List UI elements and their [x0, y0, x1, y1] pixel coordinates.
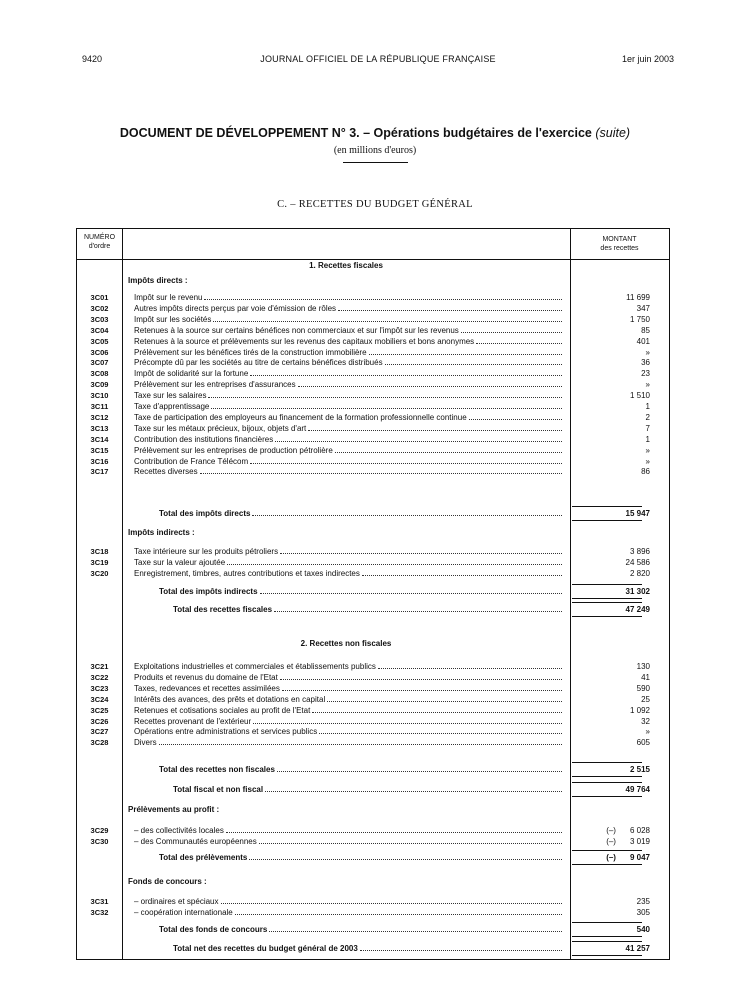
dot-leader: [200, 466, 562, 474]
row-code: 3C05: [90, 336, 109, 346]
row-code: 3C23: [90, 683, 109, 693]
table-row: [77, 568, 669, 579]
dot-leader: [211, 401, 562, 409]
dot-leader: [282, 683, 562, 691]
row-label-text: Prélèvement sur les entreprises d'assurances: [134, 380, 296, 390]
row-code: 3C32: [90, 908, 109, 917]
dot-leader: [249, 852, 562, 860]
row-value-number: 41: [641, 672, 650, 682]
row-value: [580, 336, 650, 347]
title-divider: [343, 162, 408, 163]
row-label: [134, 726, 565, 737]
table-row: [77, 357, 669, 368]
dot-leader: [335, 445, 562, 453]
table-row: [77, 336, 669, 347]
issue-date: 1er juin 2003: [621, 54, 674, 64]
dot-leader: [280, 546, 562, 554]
dot-leader: [213, 314, 562, 322]
row-value-number: 7: [645, 423, 650, 433]
row-code: 3C17: [90, 467, 109, 477]
row-label-text: Taxe d'apprentissage: [134, 402, 210, 411]
row-value: [580, 314, 650, 325]
row-label-text: Contribution des institutions financières: [134, 434, 274, 444]
row-value: [580, 368, 650, 379]
row-label-text: Prélèvement sur les entreprises de production pétrolière: [134, 445, 333, 455]
section-title: C. – RECETTES DU BUDGET GÉNÉRAL: [277, 199, 473, 210]
row-label: [134, 390, 565, 401]
row-code: 3C01: [90, 293, 109, 302]
document-title-suite: (suite): [595, 126, 631, 140]
row-value-number: 2 515: [629, 765, 650, 774]
row-value-number: 235: [636, 897, 650, 906]
col-header-montant: [570, 235, 669, 253]
row-code: 3C28: [90, 738, 109, 748]
dot-leader: [312, 705, 562, 713]
row-value-number: 47 249: [625, 605, 650, 614]
row-label: [159, 924, 565, 935]
row-label-text: – coopération internationale: [134, 908, 233, 917]
dot-leader: [338, 303, 562, 311]
row-value-number: 49 764: [625, 785, 650, 794]
total-row: [77, 924, 669, 935]
row-label: [134, 336, 565, 347]
row-label-text: Total fiscal et non fiscal: [173, 785, 264, 794]
dot-leader: [469, 412, 562, 420]
row-label-text: Total des recettes non fiscales: [159, 765, 275, 774]
row-value: [580, 764, 650, 775]
row-code: 3C31: [90, 897, 109, 906]
dot-leader: [253, 716, 562, 724]
row-value: [580, 586, 650, 597]
row-value: [580, 694, 650, 705]
row-code: 3C15: [90, 445, 109, 455]
document-title: [0, 126, 750, 140]
row-label-text: Taxes, redevances et recettes assimilées: [134, 683, 280, 693]
row-label: [134, 737, 565, 748]
row-label-text: Retenues et cotisations sociales au profit de l'Etat: [134, 705, 311, 715]
row-label: [173, 943, 565, 954]
total-row: [77, 508, 669, 519]
row-label: [134, 836, 565, 847]
row-label: [134, 716, 565, 727]
row-value: [580, 347, 650, 358]
row-label-text: Recettes provenant de l'extérieur: [134, 716, 252, 726]
row-value: [580, 604, 650, 615]
part2-title: 2. Recettes non fiscales: [300, 639, 392, 648]
row-label: [134, 825, 565, 836]
dot-leader: [265, 784, 562, 792]
table-row: [77, 661, 669, 672]
col-header-montant-line1: MONTANT: [602, 236, 637, 243]
row-code: 3C04: [90, 325, 109, 335]
row-code: 3C03: [90, 314, 109, 324]
row-value: [580, 401, 650, 412]
part1-title: 1. Recettes fiscales: [309, 261, 383, 270]
row-value-number: »: [645, 456, 650, 466]
row-code: 3C07: [90, 358, 109, 368]
row-code: 3C19: [90, 557, 109, 567]
dot-leader: [226, 825, 562, 833]
row-code: 3C14: [90, 434, 109, 444]
row-label: [134, 456, 565, 467]
row-value: [580, 683, 650, 694]
dot-leader: [252, 508, 562, 516]
row-label: [134, 357, 565, 368]
row-label: [134, 694, 565, 705]
row-label-text: Autres impôts directs perçus par voie d'émission de rôles: [134, 303, 337, 313]
table-row: [77, 726, 669, 737]
receipts-table: [76, 228, 670, 960]
row-value: [580, 423, 650, 434]
row-value-number: 590: [636, 683, 650, 693]
row-value-number: 2 820: [629, 568, 650, 578]
dot-leader: [269, 924, 562, 932]
row-value-number: 9 047: [629, 853, 650, 862]
row-code: 3C22: [90, 672, 109, 682]
row-value: [580, 466, 650, 477]
col-header-numero-line2: d'ordre: [88, 243, 111, 250]
table-row: [77, 737, 669, 748]
row-value: [580, 445, 650, 456]
row-code: 3C10: [90, 391, 109, 401]
row-label: [134, 423, 565, 434]
row-label: [134, 325, 565, 336]
row-label: [134, 292, 565, 303]
row-value: [580, 434, 650, 445]
units-subtitle: (en millions d'euros): [333, 145, 417, 156]
dot-leader: [327, 694, 562, 702]
row-value-number: 6 028: [629, 826, 650, 835]
row-value: [580, 836, 650, 847]
row-value: [580, 661, 650, 672]
row-value: [580, 357, 650, 368]
page-header: [82, 54, 674, 68]
row-value: [580, 456, 650, 467]
dot-leader: [274, 604, 562, 612]
row-value: [580, 303, 650, 314]
row-value: [580, 412, 650, 423]
row-value: [580, 943, 650, 954]
table-row: [77, 314, 669, 325]
row-label-text: Taxe sur les métaux précieux, bijoux, objets d'art: [134, 423, 307, 433]
row-value-number: 23: [641, 369, 650, 379]
row-code: 3C21: [90, 662, 109, 671]
row-label: [134, 314, 565, 325]
row-code: 3C08: [90, 369, 109, 379]
table-row: [77, 683, 669, 694]
row-code: 3C11: [90, 402, 109, 411]
row-label-text: Total net des recettes du budget général de 2003: [173, 944, 358, 953]
row-label: [134, 368, 565, 379]
row-code: 3C30: [90, 837, 109, 846]
row-label: [134, 661, 565, 672]
row-label-text: – ordinaires et spéciaux: [134, 897, 219, 906]
row-label: [159, 852, 565, 863]
table-row: [77, 716, 669, 727]
row-value: [580, 390, 650, 401]
group-indirects: Impôts indirects :: [128, 528, 195, 537]
dot-leader: [476, 336, 562, 344]
row-label-text: Opérations entre administrations et services publics: [134, 727, 318, 737]
table-row: [77, 401, 669, 412]
row-value-number: 605: [636, 738, 650, 748]
document-title-main: DOCUMENT DE DÉVELOPPEMENT N° 3. – Opérations budgétaires de l'exercice: [119, 126, 592, 140]
table-row: [77, 705, 669, 716]
negative-sign: (–): [606, 826, 616, 835]
table-row: [77, 825, 669, 836]
table-row: [77, 434, 669, 445]
row-value: [580, 907, 650, 918]
dot-leader: [208, 390, 562, 398]
row-value-number: »: [645, 347, 650, 357]
row-label-text: Impôt sur le revenu: [134, 293, 203, 302]
dot-leader: [250, 456, 562, 464]
row-label-text: Taxe sur la valeur ajoutée: [134, 557, 226, 567]
row-label: [134, 379, 565, 390]
row-label: [134, 412, 565, 423]
journal-title: JOURNAL OFFICIEL DE LA RÉPUBLIQUE FRANÇAISE: [260, 54, 496, 64]
table-row: [77, 292, 669, 303]
col-header-montant-line2: des recettes: [600, 245, 639, 252]
row-value-number: »: [645, 380, 650, 390]
dot-leader: [378, 661, 562, 669]
table-row: [77, 445, 669, 456]
row-label-text: Divers: [134, 738, 157, 748]
dot-leader: [275, 434, 562, 442]
dot-leader: [250, 368, 562, 376]
table-row: [77, 347, 669, 358]
page-number: 9420: [82, 54, 103, 64]
dot-leader: [298, 379, 562, 387]
row-label: [134, 466, 565, 477]
dot-leader: [362, 568, 562, 576]
row-value-number: 305: [636, 908, 650, 917]
row-value-number: 1 092: [629, 705, 650, 715]
row-value: [580, 379, 650, 390]
row-value-number: 1 750: [629, 314, 650, 324]
row-value-number: 401: [636, 336, 650, 346]
row-value: [580, 726, 650, 737]
row-label: [173, 784, 565, 795]
row-label: [159, 764, 565, 775]
dot-leader: [280, 672, 562, 680]
row-label-text: Prélèvement sur les bénéfices tirés de la construction immobilière: [134, 347, 367, 357]
table-row: [77, 672, 669, 683]
total-row: [77, 852, 669, 863]
row-value-number: 15 947: [625, 509, 650, 518]
row-label-text: Total des impôts indirects: [159, 587, 258, 596]
row-label: [134, 401, 565, 412]
row-value: [580, 292, 650, 303]
col-header-numero: [77, 233, 122, 251]
row-label: [134, 434, 565, 445]
table-header: [77, 229, 669, 260]
row-label-text: Contribution de France Télécom: [134, 456, 249, 466]
table-row: [77, 546, 669, 557]
row-value-number: 85: [641, 325, 650, 335]
row-value: [580, 852, 650, 863]
row-value-number: 130: [636, 662, 650, 671]
row-value-number: 1: [645, 402, 650, 411]
table-row: [77, 456, 669, 467]
row-value-number: 32: [641, 716, 650, 726]
dot-leader: [369, 347, 562, 355]
row-label-text: – des Communautés européennes: [134, 837, 257, 846]
row-label: [134, 546, 565, 557]
table-row: [77, 368, 669, 379]
table-row: [77, 390, 669, 401]
row-code: 3C02: [90, 303, 109, 313]
row-value-number: 24 586: [625, 557, 650, 567]
row-code: 3C27: [90, 727, 109, 737]
row-value: [580, 568, 650, 579]
row-value: [580, 716, 650, 727]
row-value-number: »: [645, 445, 650, 455]
table-row: [77, 325, 669, 336]
row-label-text: Enregistrement, timbres, autres contributions et taxes indirectes: [134, 568, 360, 578]
row-value-number: 41 257: [625, 944, 650, 953]
dot-leader: [308, 423, 562, 431]
table-row: [77, 412, 669, 423]
dot-leader: [260, 586, 562, 594]
row-value-number: 347: [636, 303, 650, 313]
total-row: [77, 784, 669, 795]
dot-leader: [277, 764, 562, 772]
row-label-text: Exploitations industrielles et commerciales et établissements publics: [134, 662, 376, 671]
row-value: [580, 325, 650, 336]
table-row: [77, 557, 669, 568]
col-header-numero-line1: NUMÉRO: [83, 234, 116, 241]
row-value: [580, 825, 650, 836]
group-concours: Fonds de concours :: [128, 877, 207, 886]
row-value-number: 31 302: [625, 587, 650, 596]
row-label-text: Retenues à la source et prélèvements sur les revenus des capitaux mobiliers et bons anonymes: [134, 336, 475, 346]
row-code: 3C16: [90, 456, 109, 466]
row-label: [134, 683, 565, 694]
row-label: [134, 568, 565, 579]
row-label-text: Impôt sur les sociétés: [134, 314, 212, 324]
row-value: [580, 508, 650, 519]
table-row: [77, 694, 669, 705]
row-value-number: 1: [645, 434, 650, 444]
row-value: [580, 546, 650, 557]
dot-leader: [259, 836, 562, 844]
dot-leader: [221, 896, 563, 904]
row-value-number: 11 699: [626, 293, 650, 302]
row-label: [159, 508, 565, 519]
row-value: [580, 784, 650, 795]
row-code: 3C06: [90, 347, 109, 357]
table-row: [77, 423, 669, 434]
row-label: [134, 347, 565, 358]
row-label-text: Recettes diverses: [134, 467, 198, 477]
row-label-text: Total des impôts directs: [159, 509, 251, 518]
dot-leader: [385, 357, 562, 365]
row-value-number: 3 019: [629, 837, 650, 846]
row-value-number: »: [645, 727, 650, 737]
row-code: 3C12: [90, 412, 109, 422]
row-label-text: Précompte dû par les sociétés au titre de certains bénéfices distribués: [134, 358, 383, 368]
row-code: 3C24: [90, 694, 109, 704]
dot-leader: [227, 557, 562, 565]
row-value-number: 3 896: [629, 547, 650, 556]
row-label-text: Taxe intérieure sur les produits pétroliers: [134, 547, 279, 556]
row-code: 3C18: [90, 547, 109, 556]
table-row: [77, 379, 669, 390]
row-value-number: 540: [636, 925, 650, 934]
row-value-number: 1 510: [629, 391, 650, 401]
row-code: 3C26: [90, 716, 109, 726]
row-label-text: – des collectivités locales: [134, 826, 224, 835]
row-code: 3C13: [90, 423, 109, 433]
row-label-text: Taxe de participation des employeurs au financement de la formation professionnelle continue: [134, 412, 467, 422]
negative-sign: (–): [606, 853, 616, 862]
row-label: [134, 672, 565, 683]
row-value: [580, 705, 650, 716]
dot-leader: [360, 943, 562, 951]
table-row: [77, 896, 669, 907]
row-label-text: Produits et revenus du domaine de l'Etat: [134, 672, 278, 682]
row-label-text: Total des prélèvements: [159, 853, 248, 862]
row-label: [134, 907, 565, 918]
row-label: [134, 445, 565, 456]
row-code: 3C20: [90, 568, 109, 578]
row-value: [580, 737, 650, 748]
row-code: 3C29: [90, 826, 109, 835]
row-label-text: Intérêts des avances, des prêts et dotations en capital: [134, 694, 326, 704]
row-label: [134, 303, 565, 314]
dot-leader: [319, 726, 562, 734]
row-code: 3C09: [90, 380, 109, 390]
row-label: [173, 604, 565, 615]
row-label: [134, 557, 565, 568]
row-code: 3C25: [90, 705, 109, 715]
table-row: [77, 466, 669, 477]
total-row: [77, 764, 669, 775]
row-value: [580, 672, 650, 683]
dot-leader: [461, 325, 562, 333]
row-value: [580, 924, 650, 935]
row-value: [580, 896, 650, 907]
row-label-text: Impôt de solidarité sur la fortune: [134, 369, 249, 379]
dot-leader: [159, 737, 562, 745]
row-value-number: 25: [641, 694, 650, 704]
row-label: [134, 705, 565, 716]
row-label: [134, 896, 565, 907]
row-value-number: 36: [641, 358, 650, 368]
row-label-text: Total des recettes fiscales: [173, 605, 273, 614]
group-directs: Impôts directs :: [128, 276, 188, 285]
total-row: [77, 586, 669, 597]
table-row: [77, 836, 669, 847]
dot-leader: [204, 292, 562, 300]
row-label-text: Total des fonds de concours: [159, 925, 268, 934]
table-row: [77, 303, 669, 314]
row-value: [580, 557, 650, 568]
dot-leader: [235, 907, 562, 915]
row-value-number: 2: [645, 412, 650, 422]
negative-sign: (–): [606, 837, 616, 846]
row-label-text: Taxe sur les salaires: [134, 391, 207, 401]
group-prelevements: Prélèvements au profit :: [128, 805, 220, 814]
row-label-text: Retenues à la source sur certains bénéfices non commerciaux et sur l'impôt sur les revenus: [134, 325, 459, 335]
row-value-number: 86: [641, 467, 650, 477]
total-row: [77, 943, 669, 954]
total-row: [77, 604, 669, 615]
row-label: [159, 586, 565, 597]
table-row: [77, 907, 669, 918]
